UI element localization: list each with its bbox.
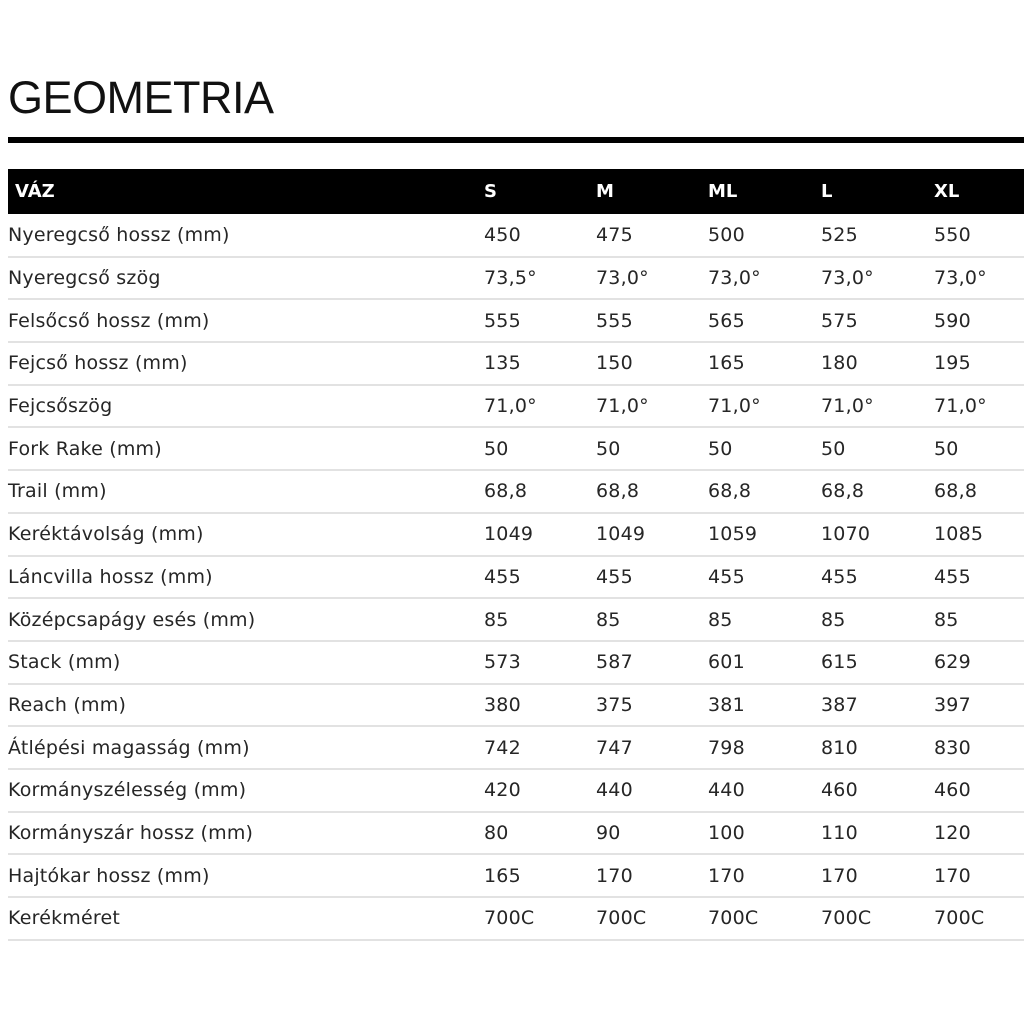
cell-size-m: 440 [596,779,633,802]
cell-size-m: 700C [596,907,647,930]
header-size-l: L [821,181,833,202]
row-label: Kerékméret [8,907,121,930]
cell-size-ml: 500 [708,223,745,246]
title-divider [8,137,1024,143]
row-label: Fork Rake (mm) [8,437,162,460]
cell-size-l: 180 [821,352,858,375]
cell-size-l: 615 [821,651,858,674]
row-label: Középcsapágy esés (mm) [8,608,256,631]
table-header [8,169,1024,214]
cell-size-ml: 601 [708,651,745,674]
cell-size-l: 1070 [821,523,871,546]
table-row [8,470,1024,513]
cell-size-l: 575 [821,309,858,332]
table-row [8,385,1024,428]
row-label: Stack (mm) [8,651,121,674]
row-label: Kormányszár hossz (mm) [8,821,254,844]
cell-size-m: 555 [596,309,633,332]
table-row [8,214,1024,257]
cell-size-ml: 73,0° [708,267,761,290]
cell-size-m: 150 [596,352,633,375]
cell-size-l: 110 [821,821,858,844]
cell-size-s: 420 [484,779,521,802]
cell-size-l: 810 [821,736,858,759]
cell-size-ml: 71,0° [708,395,761,418]
cell-size-m: 455 [596,565,633,588]
row-label: Fejcsőszög [8,395,113,418]
geometry-table [8,169,1024,941]
cell-size-ml: 100 [708,821,745,844]
cell-size-s: 135 [484,352,521,375]
cell-size-s: 380 [484,693,521,716]
cell-size-l: 50 [821,437,846,460]
page-title: GEOMETRIA [8,72,274,123]
cell-size-xl: 85 [934,608,959,631]
cell-size-xl: 830 [934,736,971,759]
header-size-xl: XL [934,181,960,202]
cell-size-xl: 397 [934,693,971,716]
cell-size-m: 747 [596,736,633,759]
header-size-m: M [596,181,614,202]
cell-size-ml: 381 [708,693,745,716]
cell-size-ml: 170 [708,864,745,887]
cell-size-xl: 590 [934,309,971,332]
row-label: Hajtókar hossz (mm) [8,864,210,887]
cell-size-m: 587 [596,651,633,674]
cell-size-m: 1049 [596,523,646,546]
cell-size-m: 68,8 [596,480,640,503]
cell-size-ml: 68,8 [708,480,752,503]
table-row [8,598,1024,641]
cell-size-xl: 455 [934,565,971,588]
cell-size-m: 170 [596,864,633,887]
row-label: Nyeregcső szög [8,267,161,290]
cell-size-ml: 798 [708,736,745,759]
cell-size-ml: 50 [708,437,733,460]
cell-size-xl: 195 [934,352,971,375]
cell-size-m: 475 [596,223,633,246]
cell-size-l: 387 [821,693,858,716]
cell-size-xl: 1085 [934,523,984,546]
cell-size-xl: 71,0° [934,395,987,418]
cell-size-xl: 550 [934,223,971,246]
table-row [8,342,1024,385]
cell-size-ml: 440 [708,779,745,802]
header-size-s: S [484,181,497,202]
row-label: Keréktávolság (mm) [8,523,204,546]
cell-size-s: 50 [484,437,509,460]
table-row [8,897,1024,940]
table-row [8,684,1024,727]
cell-size-l: 700C [821,907,872,930]
table-row [8,513,1024,556]
cell-size-m: 375 [596,693,633,716]
cell-size-l: 455 [821,565,858,588]
cell-size-xl: 629 [934,651,971,674]
row-label: Láncvilla hossz (mm) [8,565,213,588]
cell-size-ml: 455 [708,565,745,588]
row-label: Átlépési magasság (mm) [8,736,250,759]
cell-size-s: 573 [484,651,521,674]
cell-size-s: 555 [484,309,521,332]
cell-size-xl: 700C [934,907,985,930]
row-label: Trail (mm) [8,480,107,503]
header-size-ml: ML [708,181,738,202]
cell-size-m: 71,0° [596,395,649,418]
cell-size-xl: 120 [934,821,971,844]
cell-size-l: 68,8 [821,480,865,503]
cell-size-xl: 68,8 [934,480,978,503]
table-row [8,726,1024,769]
header-frame-label: VÁZ [15,181,55,202]
table-row [8,854,1024,897]
cell-size-s: 1049 [484,523,534,546]
cell-size-xl: 460 [934,779,971,802]
cell-size-l: 460 [821,779,858,802]
cell-size-s: 73,5° [484,267,537,290]
cell-size-m: 73,0° [596,267,649,290]
row-label: Kormányszélesség (mm) [8,779,247,802]
table-row [8,812,1024,855]
cell-size-s: 450 [484,223,521,246]
cell-size-s: 71,0° [484,395,537,418]
cell-size-s: 165 [484,864,521,887]
cell-size-ml: 85 [708,608,733,631]
table-body [8,214,1024,940]
cell-size-s: 742 [484,736,521,759]
cell-size-m: 85 [596,608,621,631]
cell-size-ml: 700C [708,907,759,930]
table-row [8,299,1024,342]
cell-size-xl: 73,0° [934,267,987,290]
table-row [8,641,1024,684]
cell-size-xl: 170 [934,864,971,887]
table-row [8,257,1024,300]
table-row [8,556,1024,599]
row-label: Fejcső hossz (mm) [8,352,188,375]
cell-size-xl: 50 [934,437,959,460]
cell-size-l: 170 [821,864,858,887]
table-header-row [8,169,1024,214]
cell-size-ml: 1059 [708,523,758,546]
cell-size-ml: 165 [708,352,745,375]
cell-size-s: 85 [484,608,509,631]
cell-size-m: 50 [596,437,621,460]
cell-size-l: 525 [821,223,858,246]
cell-size-ml: 565 [708,309,745,332]
cell-size-s: 700C [484,907,535,930]
cell-size-l: 85 [821,608,846,631]
row-label: Reach (mm) [8,693,127,716]
cell-size-l: 71,0° [821,395,874,418]
cell-size-s: 68,8 [484,480,528,503]
cell-size-s: 80 [484,821,509,844]
table-row [8,427,1024,470]
row-label: Nyeregcső hossz (mm) [8,223,230,246]
cell-size-l: 73,0° [821,267,874,290]
table-row [8,769,1024,812]
cell-size-m: 90 [596,821,621,844]
row-label: Felsőcső hossz (mm) [8,309,210,332]
cell-size-s: 455 [484,565,521,588]
